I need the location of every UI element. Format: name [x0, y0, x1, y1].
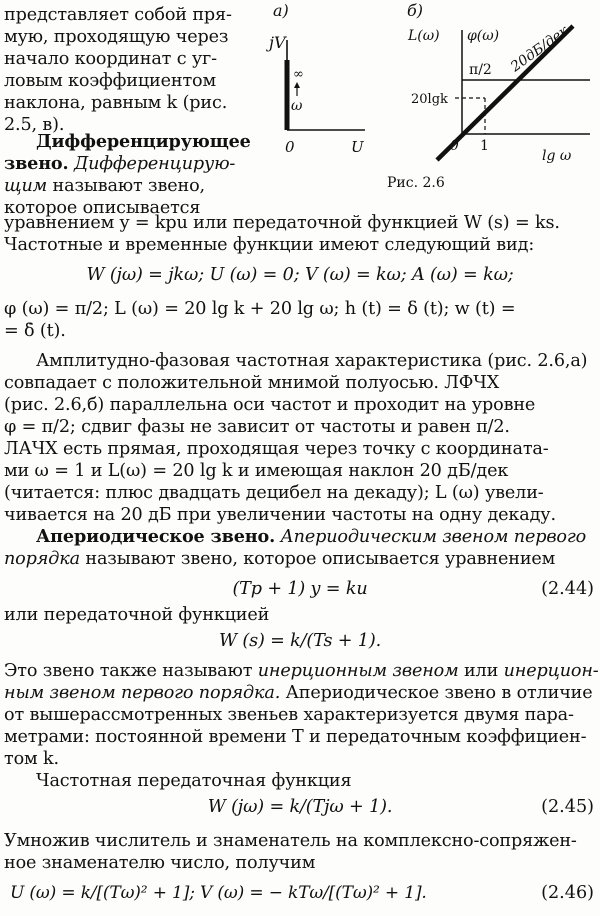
- panel-b-gain-level-label: 20lgk: [411, 92, 448, 107]
- equation-2-45: W (jω) = k/(Tjω + 1).: [207, 797, 393, 817]
- text-line: наклона, равным k (рис.: [4, 93, 228, 113]
- equation-number: (2.44): [541, 579, 594, 599]
- panel-a-omega-label: ω: [291, 98, 303, 114]
- text-line: том k.: [4, 749, 59, 769]
- defined-term: инерционным звеном: [257, 661, 459, 681]
- text-line: метрами: постоянной времени T и передаточным коэффициен-: [4, 727, 587, 747]
- text-line: φ = π/2; сдвиг фазы не зависит от частоты и равен π/2.: [4, 417, 510, 437]
- text-line: щим называют звено,: [4, 176, 205, 196]
- panel-a-x-axis-label: U: [351, 138, 364, 156]
- text-line: (рис. 2.6,б) параллельна оси частот и проходит на уровне: [4, 395, 536, 415]
- text-line: представляет собой пря-: [4, 5, 232, 25]
- panel-b-phase-level-label: π/2: [469, 62, 492, 78]
- text-line: (читается: плюс двадцать децибел на декаду); L (ω) увели-: [4, 483, 544, 503]
- text-line: ловым коэффициентом: [4, 71, 217, 91]
- text-line: Это звено также называют инерционным звеном или инерцион-: [4, 661, 599, 681]
- text-line: 2.5, в).: [4, 115, 65, 135]
- text-line: [36, 526, 586, 548]
- equation-number: (2.46): [541, 883, 594, 903]
- text-line: которое описывается: [4, 198, 201, 218]
- text-line: [4, 153, 235, 175]
- equation-2-46: U (ω) = k/[(Tω)² + 1]; V (ω) = − kTω/[(Tω)² + 1].: [10, 883, 427, 903]
- section-heading-aperiodic: Апериодическое звено.: [36, 526, 276, 547]
- panel-a-infinity-label: ∞: [293, 67, 304, 82]
- equation-number: (2.45): [541, 797, 594, 817]
- text-line: Амплитудно-фазовая частотная характеристика (рис. 2.6,а): [36, 351, 588, 371]
- text-line: начало координат с уг-: [4, 49, 217, 69]
- defined-term: Апериодическим звеном первого: [280, 527, 587, 547]
- panel-b-one-label: 1: [480, 138, 489, 154]
- text-line: Умножив числитель и знаменатель на комплексно-сопряжен-: [4, 831, 577, 851]
- equation-transfer-function: W (s) = k/(Ts + 1).: [218, 631, 382, 651]
- defined-term: инерцион-: [503, 661, 599, 681]
- defined-term: порядка: [4, 549, 80, 569]
- text-line: мую, проходящую через: [4, 27, 229, 47]
- text-line: чивается на 20 дБ при увеличении частоты на одну декаду.: [4, 505, 556, 525]
- text-line: уравнением y = kpu или передаточной функцией W (s) = ks.: [4, 213, 560, 233]
- panel-a-origin-label: 0: [285, 138, 295, 156]
- figure-2-6: [255, 0, 600, 200]
- panel-b-origin-label: 0: [450, 138, 459, 154]
- text-line: от вышерассмотренных звеньев характеризуется двумя пара-: [4, 705, 574, 725]
- panel-b-label: б): [407, 1, 424, 20]
- section-heading-differentiating: Дифференцирующее: [36, 131, 251, 152]
- equation-line: W (jω) = jkω; U (ω) = 0; V (ω) = kω; A (ω) = kω;: [86, 265, 514, 285]
- equation-line: = δ̇ (t).: [4, 321, 66, 341]
- panel-b-slope-label: 20дБ/дек: [507, 22, 572, 76]
- defined-term: ным звеном первого порядка.: [4, 683, 281, 703]
- panel-a-label: а): [273, 1, 289, 20]
- defined-term: щим: [4, 176, 48, 196]
- panel-a-arrow-head: [294, 82, 300, 88]
- panel-b-x-axis-label: lg ω: [542, 148, 572, 164]
- defined-term: Дифференцирую-: [73, 154, 236, 174]
- text-line: совпадает с положительной мнимой полуосью. ЛФЧХ: [4, 373, 500, 393]
- section-heading-cont: звено.: [4, 153, 69, 174]
- panel-a-y-axis-label: jV: [269, 33, 286, 52]
- text-line: или передаточной функцией: [4, 605, 270, 625]
- text-line: ное знаменателю число, получим: [4, 853, 316, 873]
- text-line: ми ω = 1 и L(ω) = 20 lg k и имеющая наклон 20 дБ/дек: [4, 461, 509, 481]
- panel-b-y-label-gain: L(ω): [408, 28, 440, 44]
- text-line: порядка называют звено, которое описывается уравнением: [4, 549, 556, 569]
- equation-2-44: (Tp + 1) y = ku: [232, 579, 368, 599]
- figure-caption: Рис. 2.6: [387, 175, 445, 191]
- text-line: Частотные и временные функции имеют следующий вид:: [4, 235, 535, 255]
- text-line: Частотная передаточная функция: [36, 771, 352, 791]
- text-line: ным звеном первого порядка. Апериодическое звено в отличие: [4, 683, 593, 703]
- panel-b-y-label-phase: φ(ω): [467, 28, 500, 44]
- equation-line: φ (ω) = π/2; L (ω) = 20 lg k + 20 lg ω; h (t) = δ (t); w (t) =: [4, 299, 516, 319]
- text-line: ЛАЧХ есть прямая, проходящая через точку с координата-: [4, 439, 549, 459]
